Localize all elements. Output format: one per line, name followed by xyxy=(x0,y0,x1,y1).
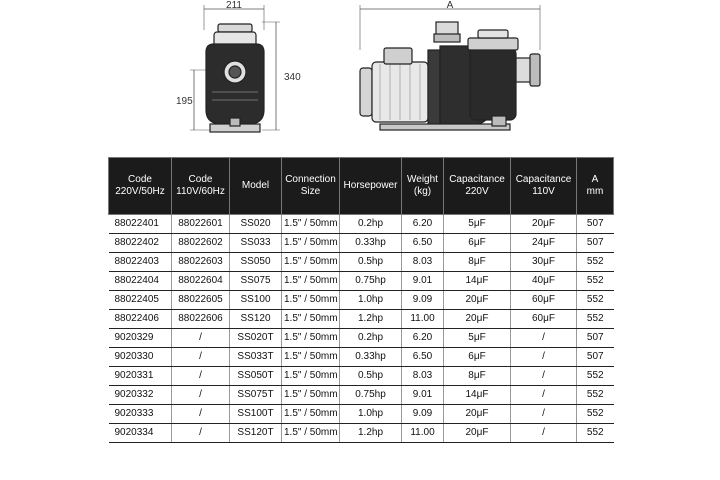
column-header-text: Model xyxy=(241,180,270,191)
table-cell: SS033T xyxy=(230,348,282,367)
table-cell: 1.5" / 50mm xyxy=(282,329,340,348)
table-cell: 507 xyxy=(577,234,614,253)
column-header-text: 110V xyxy=(532,186,555,197)
column-header-text: 220V xyxy=(465,186,489,197)
table-cell: SS075 xyxy=(230,272,282,291)
table-cell: 9020331 xyxy=(109,367,172,386)
column-header-text: 110V/60Hz xyxy=(176,186,225,197)
table-cell: 0.75hp xyxy=(340,272,402,291)
table-row xyxy=(109,234,614,253)
table-cell: SS050T xyxy=(230,367,282,386)
table-cell: 8μF xyxy=(444,367,511,386)
table-row xyxy=(109,253,614,272)
table-cell: 11.00 xyxy=(402,310,444,329)
table-cell: 507 xyxy=(577,348,614,367)
table-cell: 88022606 xyxy=(172,310,230,329)
table-cell: 20μF xyxy=(444,310,511,329)
table-cell: 9020333 xyxy=(109,405,172,424)
table-cell: 552 xyxy=(577,253,614,272)
pump-front-view xyxy=(190,5,280,132)
table-cell: 88022605 xyxy=(172,291,230,310)
table-cell: 1.5" / 50mm xyxy=(282,424,340,443)
table-cell: 1.5" / 50mm xyxy=(282,348,340,367)
table-cell: 1.5" / 50mm xyxy=(282,272,340,291)
table-cell: 88022404 xyxy=(109,272,172,291)
table-row xyxy=(109,272,614,291)
table-cell: 0.2hp xyxy=(340,329,402,348)
column-header xyxy=(109,158,172,215)
table-cell: 8.03 xyxy=(402,367,444,386)
table-cell: 30μF xyxy=(511,253,577,272)
column-header-text: Code xyxy=(188,174,213,185)
table-cell: 1.5" / 50mm xyxy=(282,310,340,329)
table-cell: 1.2hp xyxy=(340,310,402,329)
table-cell: 88022406 xyxy=(109,310,172,329)
table-cell: 88022405 xyxy=(109,291,172,310)
table-cell: 552 xyxy=(577,291,614,310)
column-header-text: Weight xyxy=(407,174,438,185)
table-cell: 0.5hp xyxy=(340,253,402,272)
table-cell: / xyxy=(172,367,230,386)
table-cell: 40μF xyxy=(511,272,577,291)
table-cell: SS033 xyxy=(230,234,282,253)
table-cell: 1.5" / 50mm xyxy=(282,253,340,272)
table-cell: 6μF xyxy=(444,348,511,367)
table-cell: 20μF xyxy=(444,424,511,443)
table-cell: 24μF xyxy=(511,234,577,253)
table-cell: / xyxy=(511,386,577,405)
table-cell: 9.01 xyxy=(402,272,444,291)
table-cell: 552 xyxy=(577,424,614,443)
table-cell: 6.50 xyxy=(402,234,444,253)
table-cell: 8μF xyxy=(444,253,511,272)
table-cell: SS100 xyxy=(230,291,282,310)
table-cell: 9020329 xyxy=(109,329,172,348)
table-cell: 1.5" / 50mm xyxy=(282,367,340,386)
table-cell: 552 xyxy=(577,310,614,329)
table-cell: SS020 xyxy=(230,215,282,234)
table-cell: SS120T xyxy=(230,424,282,443)
table-cell: SS100T xyxy=(230,405,282,424)
column-header-text: Horsepower xyxy=(343,180,398,191)
column-header-text: Size xyxy=(300,186,321,197)
table-cell: 0.2hp xyxy=(340,215,402,234)
table-cell: 9.09 xyxy=(402,291,444,310)
column-header xyxy=(444,158,511,215)
table-cell: / xyxy=(172,424,230,443)
table-cell: 88022401 xyxy=(109,215,172,234)
table-cell: SS075T xyxy=(230,386,282,405)
table-cell: / xyxy=(172,348,230,367)
table-cell: 20μF xyxy=(511,215,577,234)
table-cell: 88022403 xyxy=(109,253,172,272)
spec-table-header-row xyxy=(109,158,614,215)
table-row xyxy=(109,310,614,329)
column-header-text: (kg) xyxy=(413,186,432,197)
column-header xyxy=(340,158,402,215)
table-cell: 88022402 xyxy=(109,234,172,253)
table-cell: / xyxy=(511,424,577,443)
column-header-text: Code xyxy=(128,174,152,185)
front-height-label: 340 xyxy=(284,72,301,83)
table-cell: SS120 xyxy=(230,310,282,329)
table-cell: 11.00 xyxy=(402,424,444,443)
table-cell: 1.5" / 50mm xyxy=(282,234,340,253)
table-row xyxy=(109,386,614,405)
column-header xyxy=(577,158,614,215)
column-header xyxy=(172,158,230,215)
pump-side-view xyxy=(360,5,540,130)
table-cell: / xyxy=(172,405,230,424)
table-cell: 9020334 xyxy=(109,424,172,443)
table-cell: 507 xyxy=(577,329,614,348)
table-cell: 507 xyxy=(577,215,614,234)
table-cell: 1.5" / 50mm xyxy=(282,386,340,405)
table-row xyxy=(109,329,614,348)
column-header-text: A xyxy=(591,174,599,185)
table-cell: 6μF xyxy=(444,234,511,253)
table-cell: 20μF xyxy=(444,291,511,310)
table-cell: / xyxy=(511,329,577,348)
table-row xyxy=(109,291,614,310)
front-inlet-height-label: 195 xyxy=(176,96,193,107)
column-header-text: Capacitance xyxy=(449,174,505,185)
table-cell: / xyxy=(172,386,230,405)
table-cell: 5μF xyxy=(444,215,511,234)
technical-drawings xyxy=(0,0,720,150)
table-cell: 60μF xyxy=(511,291,577,310)
side-length-label: A xyxy=(446,0,454,11)
table-cell: 14μF xyxy=(444,386,511,405)
table-cell: 9020330 xyxy=(109,348,172,367)
table-cell: 14μF xyxy=(444,272,511,291)
table-row xyxy=(109,348,614,367)
table-cell: 6.20 xyxy=(402,329,444,348)
table-cell: / xyxy=(172,329,230,348)
table-cell: 1.5" / 50mm xyxy=(282,405,340,424)
table-cell: / xyxy=(511,367,577,386)
table-cell: 0.33hp xyxy=(340,234,402,253)
column-header-text: 220V/50Hz xyxy=(115,186,165,197)
spec-table-body xyxy=(109,215,614,443)
column-header xyxy=(511,158,577,215)
table-cell: 6.50 xyxy=(402,348,444,367)
table-cell: 0.5hp xyxy=(340,367,402,386)
table-cell: 552 xyxy=(577,272,614,291)
column-header-text: mm xyxy=(586,186,604,197)
table-cell: 1.5" / 50mm xyxy=(282,291,340,310)
table-cell: 9020332 xyxy=(109,386,172,405)
table-cell: 9.01 xyxy=(402,386,444,405)
table-cell: SS050 xyxy=(230,253,282,272)
table-cell: 20μF xyxy=(444,405,511,424)
table-row xyxy=(109,424,614,443)
table-row xyxy=(109,215,614,234)
column-header xyxy=(282,158,340,215)
table-cell: 1.5" / 50mm xyxy=(282,215,340,234)
table-cell: 1.2hp xyxy=(340,424,402,443)
table-cell: 552 xyxy=(577,405,614,424)
spec-table xyxy=(108,157,614,443)
table-cell: 6.20 xyxy=(402,215,444,234)
table-cell: 1.0hp xyxy=(340,291,402,310)
column-header-text: Connection xyxy=(285,174,336,185)
table-cell: 88022603 xyxy=(172,253,230,272)
table-row xyxy=(109,405,614,424)
table-cell: 60μF xyxy=(511,310,577,329)
table-cell: 88022601 xyxy=(172,215,230,234)
front-width-label: 211 xyxy=(226,0,242,11)
table-cell: 88022602 xyxy=(172,234,230,253)
table-cell: 0.75hp xyxy=(340,386,402,405)
table-cell: 1.0hp xyxy=(340,405,402,424)
table-cell: / xyxy=(511,348,577,367)
column-header-text: Capacitance xyxy=(515,174,572,185)
table-cell: 552 xyxy=(577,386,614,405)
table-cell: / xyxy=(511,405,577,424)
table-cell: 0.33hp xyxy=(340,348,402,367)
table-row xyxy=(109,367,614,386)
table-cell: 552 xyxy=(577,367,614,386)
table-cell: 9.09 xyxy=(402,405,444,424)
table-cell: 88022604 xyxy=(172,272,230,291)
column-header xyxy=(402,158,444,215)
pump-drawings-svg xyxy=(0,0,720,150)
table-cell: 8.03 xyxy=(402,253,444,272)
table-cell: 5μF xyxy=(444,329,511,348)
column-header xyxy=(230,158,282,215)
table-cell: SS020T xyxy=(230,329,282,348)
